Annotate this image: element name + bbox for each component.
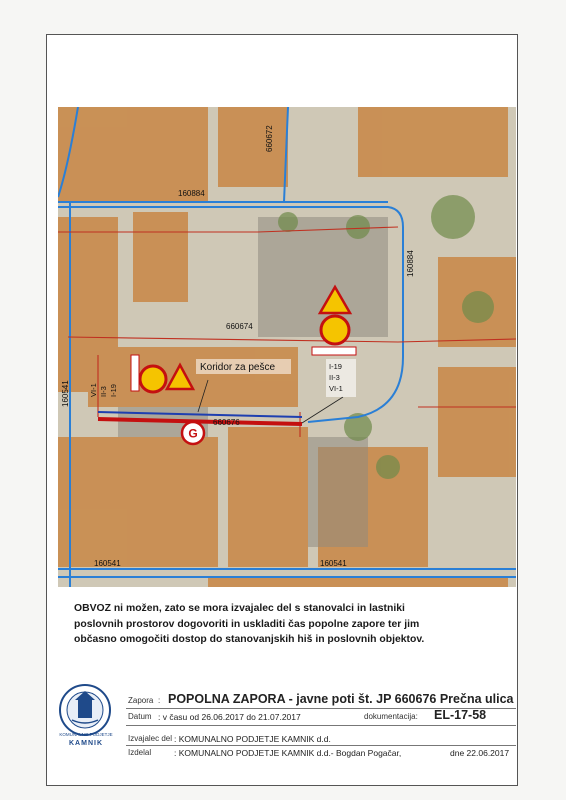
logo-name: KAMNIK (69, 740, 103, 747)
barrier-left (131, 355, 139, 391)
zapora-label: Zapora (128, 696, 154, 705)
road-label: 160541 (61, 380, 70, 407)
zapora-sep: : (158, 696, 161, 705)
contractor-value: : KOMUNALNO PODJETJE KAMNIK d.d. (174, 734, 331, 744)
note-line: OBVOZ ni možen, zato se mora izvajalec del s stanovalci in lastniki (74, 603, 405, 614)
warning-light-left (140, 366, 166, 392)
issue-date: dne 22.06.2017 (450, 748, 510, 758)
road-label: 160541 (94, 559, 121, 568)
svg-text:VI-1: VI-1 (329, 384, 343, 393)
corridor-label: Koridor za pešce (200, 362, 276, 373)
note-line: poslovnih prostorov dogovoriti in uskladiti čas popolne zapore ter jim (74, 618, 420, 630)
svg-text:II-3: II-3 (99, 386, 108, 397)
author-value: : KOMUNALNO PODJETJE KAMNIK d.d.- Bogdan Pogačar, (174, 748, 402, 758)
logo-top-text: KOMUNALNO PODJETJE (59, 732, 113, 737)
detour-note (74, 601, 514, 648)
svg-text:II-3: II-3 (329, 373, 340, 382)
contractor-label: Izvajalec del (128, 734, 173, 743)
svg-text:I-19: I-19 (329, 362, 342, 371)
warning-light-right (321, 316, 349, 344)
detour-marker-label: G (188, 426, 198, 441)
svg-text:VI-1: VI-1 (89, 383, 98, 397)
documentation-code: EL-17-58 (434, 708, 487, 722)
road-label: 160541 (320, 559, 347, 568)
barrier-right (312, 347, 356, 355)
road-label: 660676 (213, 418, 240, 427)
aerial-map (58, 107, 516, 587)
company-logo-icon (54, 682, 116, 762)
map-canvas (58, 107, 516, 587)
zapora-value: POPOLNA ZAPORA - javne poti št. JP 660676 Prečna ulica (168, 692, 514, 706)
note-line: občasno omogočiti dostop do stanovanjskih hiš in poslovnih objektov. (74, 634, 425, 645)
author-label: Izdelal (128, 748, 152, 757)
datum-label: Datum (128, 712, 152, 721)
road-label: 160884 (406, 250, 415, 277)
road-label: 660674 (226, 322, 253, 331)
title-block (46, 674, 518, 786)
sign-codes-right (326, 359, 356, 397)
datum-value: : v času od 26.06.2017 do 21.07.2017 (158, 712, 301, 722)
road-label: 660672 (265, 125, 274, 152)
documentation-label: dokumentacija: (364, 712, 418, 721)
svg-text:I-19: I-19 (109, 384, 118, 397)
road-label: 160884 (178, 189, 205, 198)
